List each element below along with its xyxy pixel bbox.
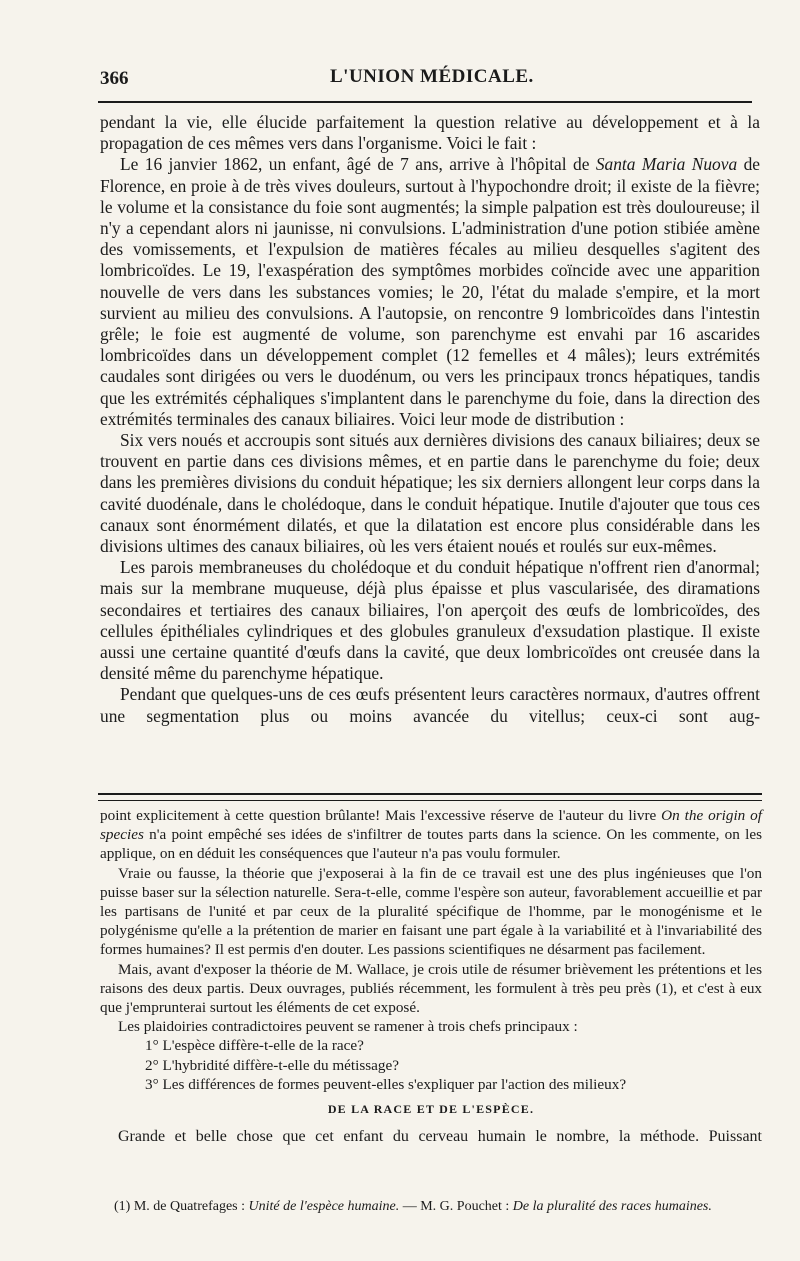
place-name: Santa Maria Nuova bbox=[595, 154, 738, 175]
question-1: 1° L'espèce diffère-t-elle de la race? bbox=[145, 1037, 364, 1055]
paragraph-2: Le 16 janvier 1862, un enfant, âgé de 7 ans, arrive à l'hôpital de Santa Maria Nuova de Florence, en proie à de très vives douleurs, surtout à l'hypochondre droit; il existe de la fièvre; le volume et la consistance du foie sont augmentés; la simple palpation est très douloureuse; il n'y a cependant alors ni jaunisse, ni convulsions. L'administration d'une potion stibiée amène des vomissements, et l'expulsion de matières fécales au milieu desquelles s'agitent des lombricoïdes. Le 19, l'exaspération des symptômes morbides coïncide avec une apparition nouvelle de vers dans les substances vomies; le 20, l'état du malade s'empire, et la mort survient au milieu des convulsions. A l'autopsie, on rencontre 9 lombricoïdes dans l'intestin grêle; le foie est augmenté de volume, son parenchyme est envahi par 16 ascarides lombricoïdes dans un développement complet (12 femelles et 4 mâles); leurs extrémités caudales sont dirigées ou vers le duodénum, ou vers les principaux troncs hépatiques, tandis que les extrémités céphaliques s'implantent dans le parenchyme du foie, dans la direction des extrémités terminales des canaux biliaires. Voici leur mode de distribution : bbox=[100, 154, 760, 429]
page-number: 366 bbox=[100, 68, 129, 89]
question-2: 2° L'hybridité diffère-t-elle du métissage? bbox=[145, 1056, 399, 1074]
note-paragraph-2: Vraie ou fausse, la théorie que j'exposerai à la fin de ce travail est une des plus ingénieuses que l'on puisse baser sur la sélection naturelle. Sera-t-elle, comme l'espère son auteur, favorablement accueillie et par les partisans de l'unité et par ceux de la pluralité spécifique de l'homme, par le monogénisme et le polygénisme qu'elle a la prétention de marier en faisant une part égale à la variabilité et à l'invariabilité des formes humaines? Il est permis d'en douter. Les passions scientifiques ne désarment pas facilement. bbox=[100, 864, 762, 959]
book-title: On the origin of species bbox=[100, 807, 762, 844]
section-title: DE LA RACE ET DE L'ESPÈCE. bbox=[327, 1102, 535, 1117]
paragraph-1: pendant la vie, elle élucide parfaitement la question relative au développement et à la propagation de ces mêmes vers dans l'organisme. Voici le fait : bbox=[100, 112, 760, 154]
note-paragraph-4: Les plaidoiries contradictoires peuvent se ramener à trois chefs principaux : bbox=[118, 1018, 578, 1036]
question-3: 3° Les différences de formes peuvent-elles s'expliquer par l'action des milieux? bbox=[145, 1075, 627, 1093]
feuilleton-text bbox=[100, 806, 762, 1166]
journal-title: L'UNION MÉDICALE. bbox=[330, 66, 534, 87]
paragraph-4: Les parois membraneuses du cholédoque et du conduit hépatique n'offrent rien d'anormal; mais sur la membrane muqueuse, déjà plus épaisse et plus vascularisée, des diramations secondaires et tertiaires des canaux biliaires, l'on aperçoit des œufs de lombricoïdes, des cellules épithéliales cylindriques et des globules granuleux d'exsudation plastique. Il existe aussi une certaine quantité d'œufs dans la cavité, que deux lombricoïdes ont creusée dans la densité même du parenchyme hépatique. bbox=[100, 557, 760, 684]
running-header bbox=[100, 64, 752, 94]
note-paragraph-1: point explicitement à cette question brûlante! Mais l'excessive réserve de l'auteur du livre On the origin of species n'a point empêché ses idées de s'infiltrer de toutes parts dans la science. On les commente, on les applique, on en déduit les conséquences que l'auteur n'a pas voulu formuler. bbox=[100, 807, 762, 863]
header-rule bbox=[98, 101, 752, 103]
feuilleton-separator bbox=[98, 793, 762, 801]
main-text bbox=[100, 112, 760, 748]
footnote bbox=[100, 1198, 762, 1215]
question-list bbox=[145, 1036, 762, 1094]
note-paragraph-5: Grande et belle chose que cet enfant du cerveau humain le nombre, la méthode. Puissant bbox=[118, 1128, 762, 1146]
paragraph-5: Pendant que quelques-uns de ces œufs présentent leurs caractères normaux, d'autres offrent une segmentation plus ou moins avancée du vitellus; ceux-ci sont aug- bbox=[100, 684, 760, 726]
footnote-text: (1) M. de Quatrefages : Unité de l'espèce humaine. — M. G. Pouchet : De la pluralité des races humaines. bbox=[114, 1199, 712, 1214]
note-paragraph-3: Mais, avant d'exposer la théorie de M. Wallace, je crois utile de résumer brièvement les prétentions et les raisons des deux partis. Deux ouvrages, publiés récemment, les formulent à très peu près (1), et c'est à eux que j'emprunterai surtout les éléments de cet exposé. bbox=[100, 960, 762, 1017]
paragraph-3: Six vers noués et accroupis sont situés aux dernières divisions des canaux biliaires; deux se trouvent en partie dans ces divisions mêmes, et en partie dans le parenchyme du foie; deux dans les premières divisions du conduit hépatique; les six derniers allongent leur corps dans la cavité duodénale, dans le cholédoque, dans le conduit hépatique. Inutile d'ajouter que tous ces canaux sont énormément dilatés, et que la dilatation est encore plus considérable dans les divisions ultimes des canaux biliaires, où les vers étaient noués et roulés sur eux-mêmes. bbox=[100, 430, 760, 557]
